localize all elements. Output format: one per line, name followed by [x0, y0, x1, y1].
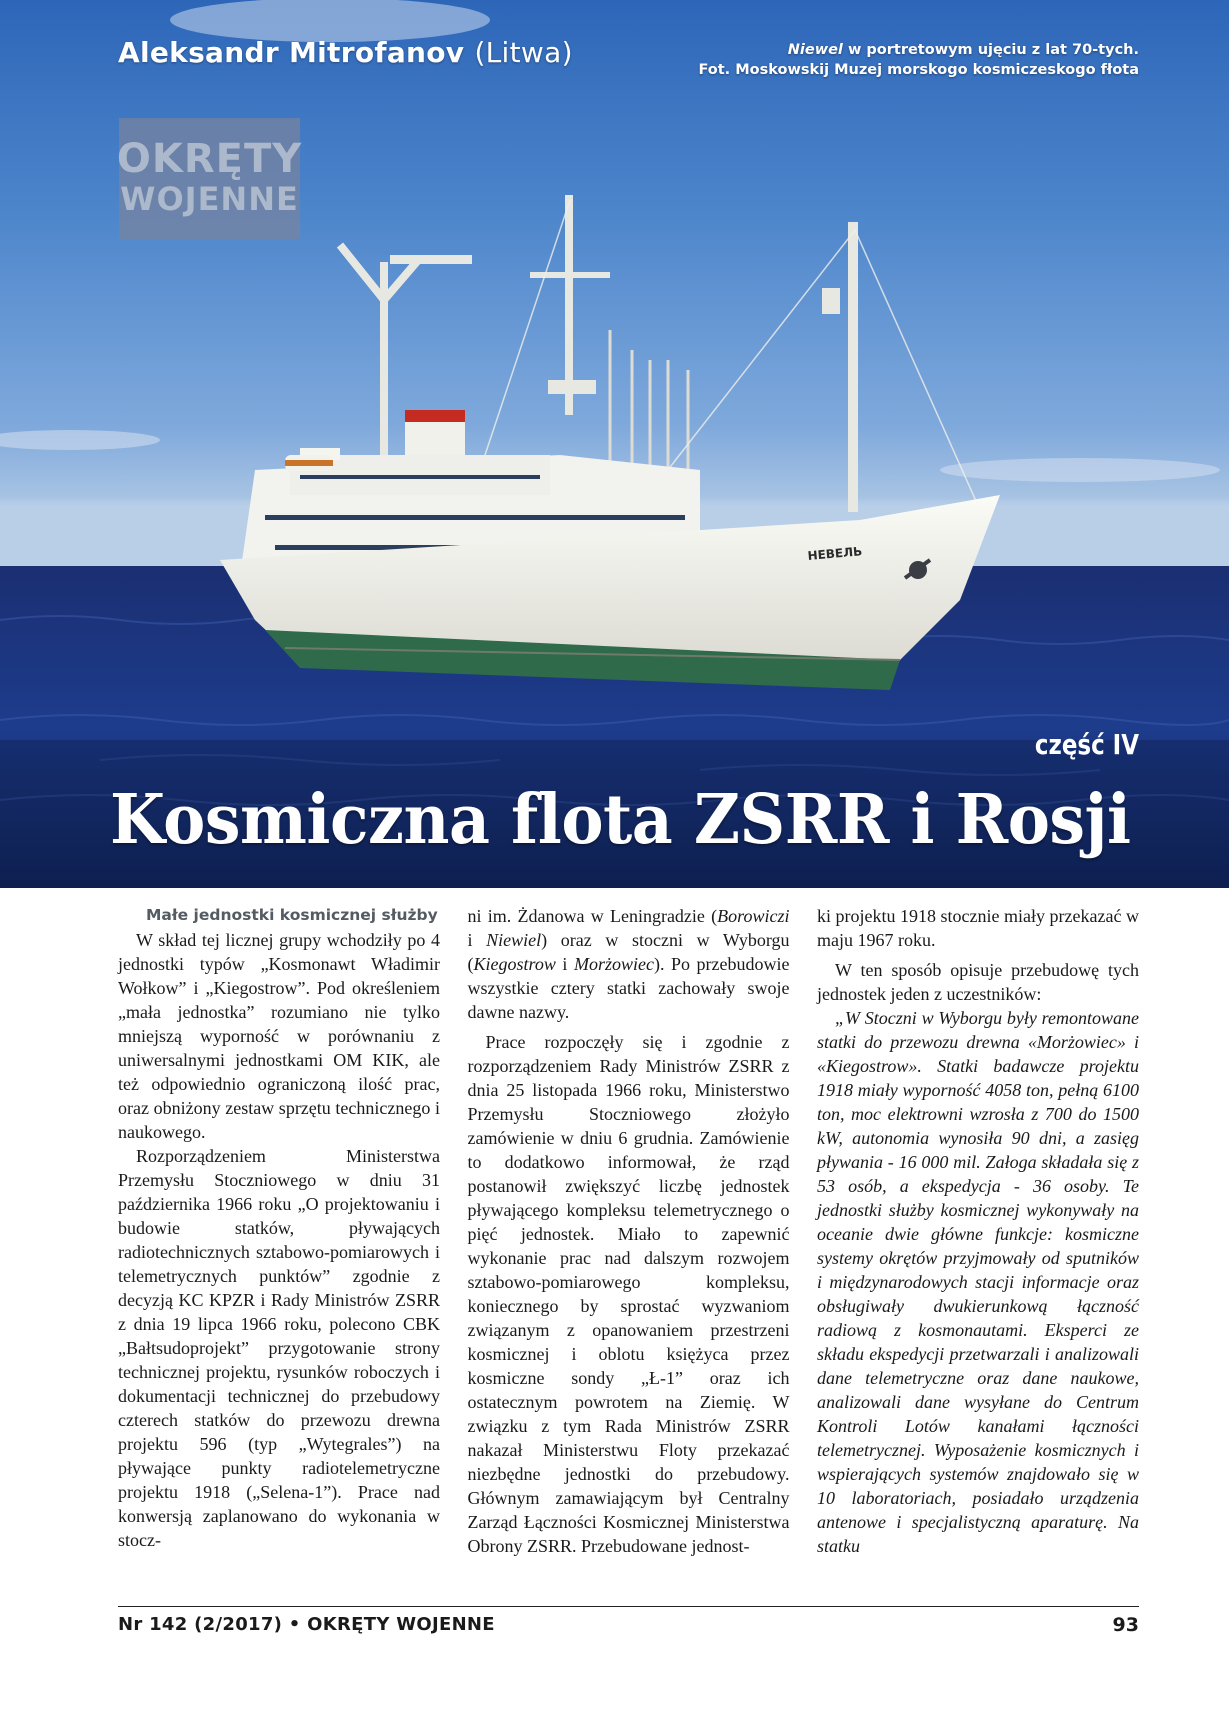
paragraph: W ten sposób opisuje przebudowę tych jednostek jeden z uczestników:: [817, 960, 1139, 1004]
footer-divider: [118, 1606, 1139, 1607]
column-2: [468, 904, 790, 1574]
paragraph: Prace rozpoczęły się i zgodnie z rozporządzeniem Rady Ministrów ZSRR z dnia 25 listopada 1966 roku, Ministerstwo Przemysłu Stoczniowego złożyło zamówienie w dniu 6 grudnia. Zamówienie to dodatkowo informował, że rząd postanowił zwiększyć liczbę jednostek pływającego kompleksu telemetrycznego o pięć jednostek. Miało to zapewnić wykonanie prac nad dalszym rozwojem sztabowo-pomiarowego kompleksu, koniecznego by sprostać wyzwaniom związanym z opanowaniem przestrzeni kosmicznej i oblotu księżyca przez kosmiczne sondy „Ł-1” oraz ich ostatecznym powrotem na Ziemię. W związku z tym Rada Ministrów ZSRR nakazał Ministerstwu Floty przekazać niezbędne jednostki do przebudowy. Głównym zamawiającym był Centralny Zarząd Łączności Kosmicznej Ministerstwa Obrony ZSRR. Przebudowane jednost-: [467, 1032, 790, 1556]
photo-caption: [619, 40, 1139, 80]
ship: [220, 195, 1000, 690]
paragraph: Rozporządzeniem Ministerstwa Przemysłu Stoczniowego w dniu 31 października 1966 roku „O projektowaniu i budowie statków, pływających radiotechnicznych sztabowo-pomiarowych i telemetrycznych punktów” zgodnie z decyzją KC KPZR i Rady Ministrów ZSRR z dnia 19 lipca 1966 roku, polecono CBK „Bałtsudoprojekt” przygotowanie strony technicznej projektu, rysunków roboczych i dokumentacji technicznej do przebudowy czterech statków do przewozu drewna projektu 596 (typ „Wytegrales”) na pływające punkty radiotelemetryczne projektu 1918 („Selena-1”). Prace nad konwersją zaplanowano do wykonania w stocz-: [118, 1146, 440, 1550]
paragraph: ki projektu 1918 stocznie miały przekazać w maju 1967 roku.: [817, 906, 1139, 950]
article-body: [118, 904, 1139, 1574]
paragraph: ni im. Żdanowa w Leningradzie (Borowiczi i Niewiel) oraz w stoczni w Wyborgu (Kiegostrow i Morżowiec). Po przebudowie wszystkie cztery statki zachowały swoje dawne nazwy.: [467, 906, 790, 1022]
column-1: [118, 904, 440, 1574]
magazine-logo: [116, 118, 303, 239]
paragraph: W skład tej licznej grupy wchodziły po 4 jednostki typów „Kosmonawt Władimir Wołkow” i „Kiegostrow”. Pod określeniem „mała jednostka” rozumiano nie tylko mniejszą wyporność w porównaniu z uniwersalnymi jednostkami OM KIK, ale też odpowiednio ograniczoną ilość prac, oraz obniżony zestaw sprzętu technicznego i naukowego.: [118, 930, 440, 1142]
footer-issue: Nr 142 (2/2017) • OKRĘTY WOJENNE: [118, 1614, 495, 1635]
caption-ship-name: Niewel: [787, 42, 843, 58]
column-3: [817, 904, 1139, 1574]
caption-line1-rest: w portretowym ujęciu z lat 70-tych.: [842, 42, 1139, 58]
article-title: Kosmiczna flota ZSRR i Rosji: [110, 780, 1131, 860]
part-label: część IV: [1034, 728, 1139, 761]
photo-caption-line2: Fot. Moskowskij Muzej morskogo kosmiczeskogo fłota: [698, 62, 1139, 78]
logo-line2: WOJENNE: [120, 179, 299, 218]
ship-hull-name: НЕВЕЛЬ: [807, 544, 863, 563]
photo-caption-line1: [619, 40, 1139, 60]
author-country: (Litwa): [474, 36, 573, 69]
author-name: Aleksandr Mitrofanov: [118, 36, 465, 69]
author-byline: [118, 36, 573, 69]
page-number: 93: [1112, 1614, 1139, 1636]
section-subheading: Małe jednostki kosmicznej służby: [146, 906, 438, 924]
quoted-paragraph: „W Stoczni w Wyborgu były remontowane statki do przewozu drewna «Morżowiec» i «Kiegostrow». Statki badawcze projektu 1918 miały wyporność 4058 ton, pełną 6100 ton, moc elektrowni wzrosła z 700 do 1500 kW, autonomia wynosiła 90 dni, a zasięg pływania - 16 000 mil. Załoga składała się z 53 osób, a ekspedycja - 36 osoby. Te jednostki służby kosmicznej wykonywały na oceanie dwie główne funkcje: kosmiczne systemy okrętów przyjmowały od sputników i międzynarodowych stacji informacje oraz obsługiwały dwukierunkową łączność radiową z kosmonautami. Eksperci ze składu ekspedycji przetwarzali i analizowali dane telemetryczne oraz dane naukowe, analizowali dane wysyłane do Centrum Kontroli Lotów kanałami łączności telemetrycznej. Wyposażenie kosmicznych i wspierających systemów znajdowało się w 10 laboratoriach, posiadało urządzenia antenowe i specjalistyczną aparaturę. Na statku: [817, 1008, 1139, 1556]
cloud: [0, 430, 160, 450]
cloud: [940, 458, 1220, 482]
logo-line1: OKRĘTY: [116, 135, 303, 182]
